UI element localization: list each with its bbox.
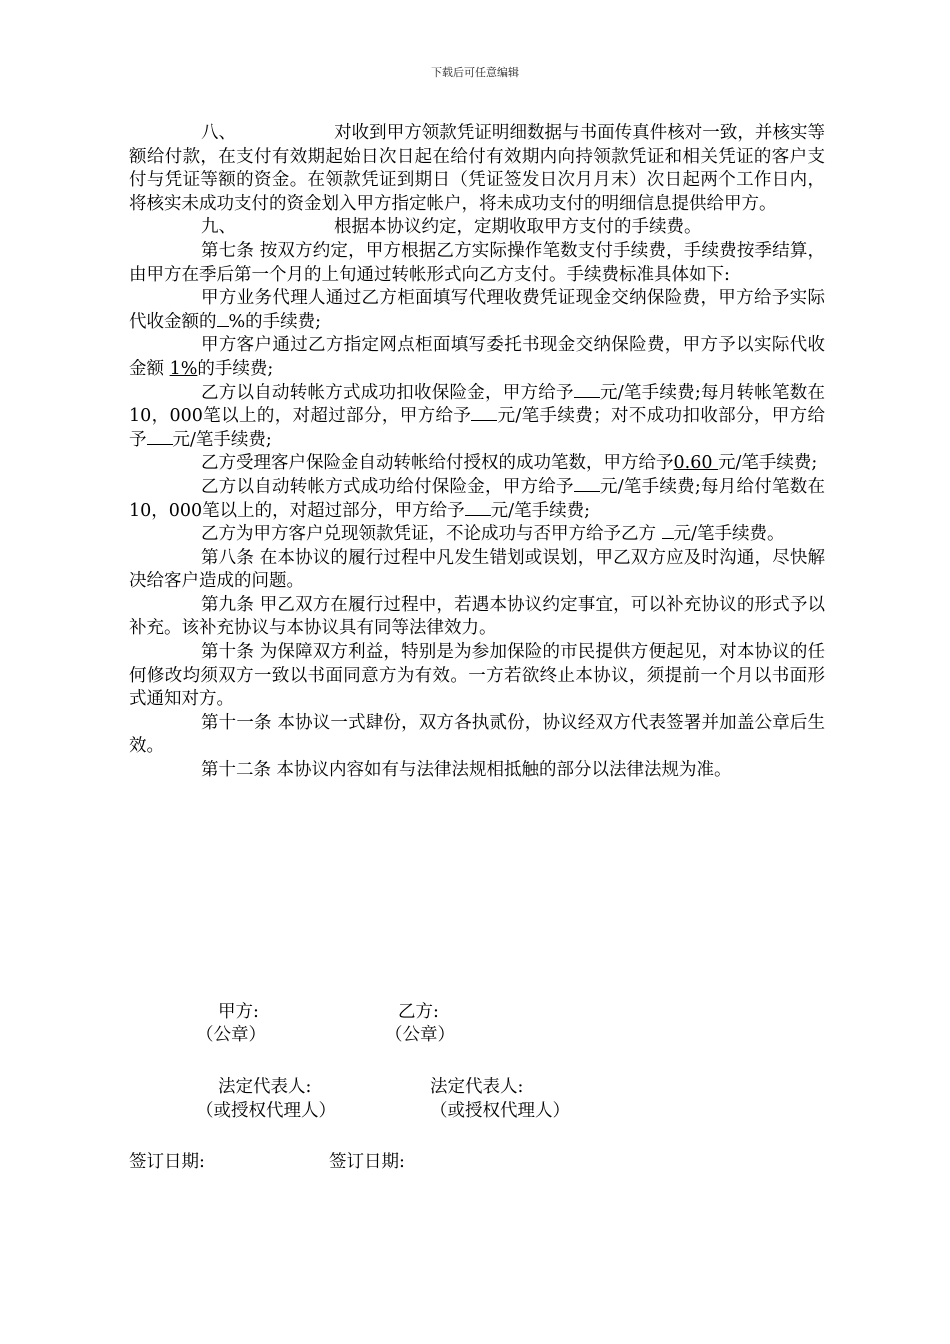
fee-authorization: 乙方受理客户保险金自动转帐给付授权的成功笔数，甲方给予0.60 元/笔手续费;	[201, 453, 818, 474]
party-b-representative: 法定代表人:	[430, 1077, 524, 1097]
party-a-representative: 法定代表人:	[218, 1077, 312, 1097]
fee-customer-cash: 甲方客户通过乙方指定网点柜面填写委托书现金交纳保险费，甲方予以实际代收金额 1%的手续费;	[129, 335, 825, 379]
party-b-label: 乙方:	[398, 1002, 439, 1022]
party-b-agent: （或授权代理人）	[430, 1101, 570, 1121]
clause-9-item: 九、 根据本协议约定，定期收取甲方支付的手续费。	[201, 217, 702, 238]
page-header: 下载后可任意编辑	[431, 66, 519, 79]
item-number: 八、	[201, 123, 237, 143]
party-a-label: 甲方:	[218, 1002, 259, 1022]
article-7: 第七条 按双方约定，甲方根据乙方实际操作笔数支付手续费，手续费按季结算，由甲方在季后第一个月的上旬通过转帐形式向乙方支付。手续费标准具体如下:	[129, 240, 825, 285]
party-b-seal: （公章）	[385, 1025, 455, 1045]
party-b-sign-date: 签订日期:	[329, 1152, 405, 1172]
fee-agent-cash: 甲方业务代理人通过乙方柜面填写代理收费凭证现金交纳保险费，甲方给予实际代收金额的 %的手续费;	[129, 288, 825, 332]
clause-8-item: 八、 对收到甲方领款凭证明细数据与书面传真件核对一致，并核实等额给付款，在支付有效期起始日次日起在给付有效期内向持领款凭证和相关凭证的客户支付与凭证等额的资金。在领款凭证到期日（凭证签发日次月月末）次日起两个工作日内，将核实未成功支付的资金划入甲方指定帐户，将未成功支付的明细信息提供给甲方。	[129, 123, 826, 214]
article-11: 第十一条 本协议一式肆份，双方各执贰份，协议经双方代表签署并加盖公章后生效。	[129, 712, 825, 757]
article-8: 第八条 在本协议的履行过程中凡发生错划或误划，甲乙双方应及时沟通，尽快解决给客户造成的问题。	[129, 547, 825, 592]
document-body	[129, 122, 825, 783]
article-9: 第九条 甲乙双方在履行过程中，若遇本协议约定事宜，可以补充协议的形式予以补充。该补充协议与本协议具有同等法律效力。	[129, 594, 825, 639]
party-a-sign-date: 签订日期:	[129, 1152, 205, 1172]
party-a-agent: （或授权代理人）	[196, 1101, 336, 1121]
fee-voucher-cash: 乙方为甲方客户兑现领款凭证，不论成功与否甲方给予乙方 元/笔手续费。	[201, 524, 785, 545]
party-a-seal: （公章）	[196, 1025, 266, 1045]
article-10: 第十条 为保障双方利益，特别是为参加保险的市民提供方便起见，对本协议的任何修改均须双方一致以书面同意方为有效。一方若欲终止本协议，须提前一个月以书面形式通知对方。	[129, 642, 825, 710]
item-number: 九、	[201, 217, 236, 238]
fee-auto-debit: 乙方以自动转帐方式成功扣收保险金，甲方给予 元/笔手续费;每月转帐笔数在10，000笔以上的，对超过部分，甲方给予 元/笔手续费；对不成功扣收部分，甲方给予 元/笔手续费;	[129, 382, 826, 450]
article-12: 第十二条 本协议内容如有与法律法规相抵触的部分以法律法规为准。	[201, 760, 732, 781]
fee-auto-payment: 乙方以自动转帐方式成功给付保险金，甲方给予 元/笔手续费;每月给付笔数在10，000笔以上的，对超过部分，甲方给予 元/笔手续费;	[129, 476, 826, 521]
